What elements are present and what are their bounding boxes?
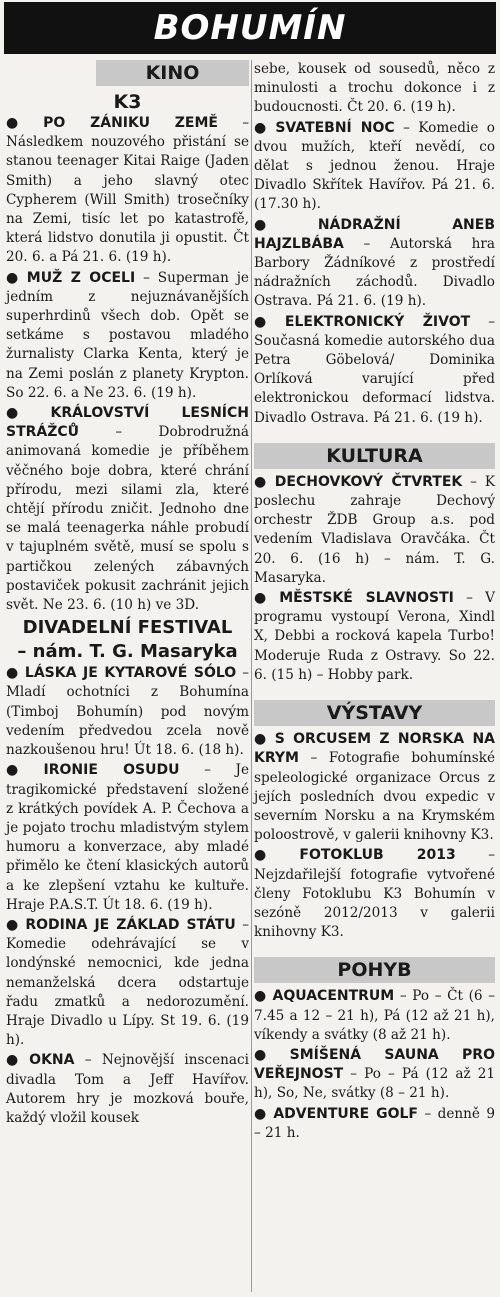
listing-text: – Fotografie bohumínské speleologické organizace Orcus z jejích posledních dvou expedic v severním Norsku a na Krymském poloostrově, v galerii knihovny K3. [254,750,495,844]
listing-item [6,1051,249,1128]
listing-title: PO ZÁNIKU ZEMĚ [43,115,218,131]
listing-item [254,313,495,428]
listing-title: NÁDRAŽNÍ ANEB HAJZLBÁBA [254,216,495,252]
listing-title: RODINA JE ZÁKLAD STÁTU [25,916,236,933]
listing-text: – V programu vystoupí Verona, Xindl X, Debbi a rocková kapela Turbo! Moderuje Ruda z Ostravy. So 22. 6. (15 h) – Hobby park. [254,590,495,683]
section-heading-kino: KINO [96,60,249,86]
listing-title: IRONIE OSUDU [43,762,180,779]
festival-location: – nám. T. G. Masaryka [17,641,238,663]
bullet-icon: ● [254,988,268,1005]
listing-item [6,916,249,1050]
listing-item [254,987,495,1045]
listing-text: – Následkem nouzového přistání se stanou teenager Kitai Raige (Jaden Smith) a jeho slavný otec Cypherem (Will Smith) trosečníky na Zemi, tisíc let po katastrofě, která lidstvo donutila ji opustit. Čt 20. 6. a Pá 21. 6. (19 h). [6,115,249,266]
section-heading-pohyb: POHYB [254,957,495,983]
town-banner [4,2,496,54]
listing-item [254,589,495,685]
festival-heading: DIVADELNÍ FESTIVAL [22,617,233,639]
listing-text: – Současná komedie autorského dua Petra Göbelová/ Dominika Orlíková varující před elektronickou deformací lidstva. Divadlo Ostrava. Pá 21. 6. (19 h). [254,313,495,426]
bullet-icon: ● [6,115,39,131]
listing-text: – Mladí ochotníci z Bohumína (Timboj Bohumín) pod novým vedením předvedou zcela nově nazkoušenou hru! Út 18. 6. (18 h). [6,665,249,759]
listing-item [254,1046,495,1104]
listing-text: – denně 9 – 21 h. [254,1105,495,1141]
bullet-icon: ● [6,762,39,779]
listing-text: – Superman je jedním z nejuznávanějších superhrdinů všech dob. Opět se setkáme s postavou mladého žurnalisty Clarka Kenta, který je na Zemi poslán z planety Krypton. So 22. 6. a Ne 23. 6. (19 h). [6,269,249,401]
bullet-icon: ● [254,119,271,136]
bullet-icon: ● [6,269,22,286]
listing-text: – Je tragikomické představení složené z krátkých povídek A. P. Čechova a je pojato trochu mladistvým stylem humoru a konverzace, aby mladé přimělo ke čtení klasických autorů a ke zlepšení vztahu ke kultuře. Hraje P.A.S.T. Út 18. 6. (19 h). [6,762,249,913]
banner-title: BOHUMÍN [153,8,347,48]
listing-text: – Komedie odehrávající se v londýnské nemocnici, kde jedna nemanželská dcera odstartuje řadu zmatků a nedorozumění. Hraje Divadlo u Lípy. St 19. 6. (19 h). [6,916,249,1049]
listing-item [254,1105,495,1143]
left-column [6,60,249,1129]
bullet-icon: ● [6,405,46,422]
venue-heading-k3: K3 [113,91,142,113]
bullet-icon: ● [254,590,275,607]
listing-title: OKNA [29,1052,75,1069]
listing-title: DECHOVKOVÝ ČTVRTEK [274,473,463,490]
listing-text: – Po – Čt (6 – 7.45 a 12 – 21 h), Pá (12 až 21 h), víkendy a svátky (8 až 21 h). [254,988,495,1043]
listing-title: KRÁLOVSTVÍ LESNÍCH STRÁŽCŮ [6,405,249,441]
bullet-icon: ● [254,313,280,330]
column-divider [251,60,252,1292]
listing-title: LÁSKA JE KYTAROVÉ SÓLO [24,665,237,682]
listing-text: – Nejzdařilejší fotografie vytvořené členy Fotoklubu K3 Bohumín v sezóně 2012/2013 v galerii knihovny K3. [254,847,495,941]
listing-title: FOTOKLUB 2013 [299,847,456,864]
listing-text: – Dobrodružná animovaná komedie je příběhem věčného boje dobra, které chrání přírodu, mezi silami zla, které chtějí přírodu zničit. Jednoho dne se malá teenagerka náhle probudí v tajuplném světě, musí se spolu s partičkou zelených zábavných postaviček pokusit zachránit jejich svět. Ne 23. 6. (10 h) ve 3D. [6,424,249,614]
bullet-icon: ● [6,916,21,933]
listing-item [254,730,495,845]
listing-text: – Po – Pá (12 až 21 h), So, Ne, svátky (8 – 21 h). [254,1066,495,1102]
listing-text: – K poslechu zahraje Dechový orchestr ŽDB Group a.s. pod vedením Vladislava Oravčáka. Čt 20. 6. (16 h) – nám. T. G. Masaryka. [254,473,495,586]
bullet-icon: ● [254,216,313,233]
listing-item [254,216,495,312]
listing-title: AQUACENTRUM [272,988,395,1005]
bullet-icon: ● [254,1105,269,1122]
listing-item [254,846,495,942]
section-heading-kultura: KULTURA [254,443,495,469]
listing-item [6,664,249,760]
bullet-icon: ● [254,847,295,864]
bullet-icon: ● [6,665,20,682]
bullet-icon: ● [254,1046,285,1063]
listing-title: SVATEBNÍ NOC [275,119,395,136]
listing-text: – Autorská hra Barbory Žádníkové z prostředí nádražních záchodů. Divadlo Ostrava. Pá 21. 6. (19 h). [254,235,495,310]
bullet-icon: ● [254,731,270,748]
listing-continuation: sebe, kousek od sousedů, něco z minulosti a trochu dokonce i z budoucnosti. Čt 20. 6. (19 h). [254,61,495,116]
listing-title: ADVENTURE GOLF [273,1105,418,1122]
listing-title: SMÍŠENÁ SAUNA PRO VEŘEJNOST [254,1046,495,1083]
listing-title: MĚSTSKÉ SLAVNOSTI [279,590,454,607]
bullet-icon: ● [254,473,270,490]
listing-item [6,404,249,615]
listing-title: ELEKTRONICKÝ ŽIVOT [284,313,471,330]
listing-item [6,269,249,403]
listing-text: – Komedie o dvou mužích, kteří nevědí, co dělat s jednou ženou. Hraje Divadlo Skřítek Havířov. Pá 21. 6. (17.30 h). [254,119,495,213]
listing-text: – Nejnovější inscenaci divadla Tom a Jeff Havířov. Autorem hry je mozková bouře, každý vložil kousek [6,1052,249,1126]
listing-title: MUŽ Z OCELI [26,269,136,286]
listing-title: S ORCUSEM Z NORSKA NA KRYM [254,731,495,767]
listing-item [254,473,495,588]
bullet-icon: ● [6,1052,25,1069]
listing-item [254,119,495,215]
right-column [254,60,495,1144]
listing-item [6,114,249,268]
section-heading-vystavy: VÝSTAVY [254,700,495,726]
listing-item [6,761,249,915]
